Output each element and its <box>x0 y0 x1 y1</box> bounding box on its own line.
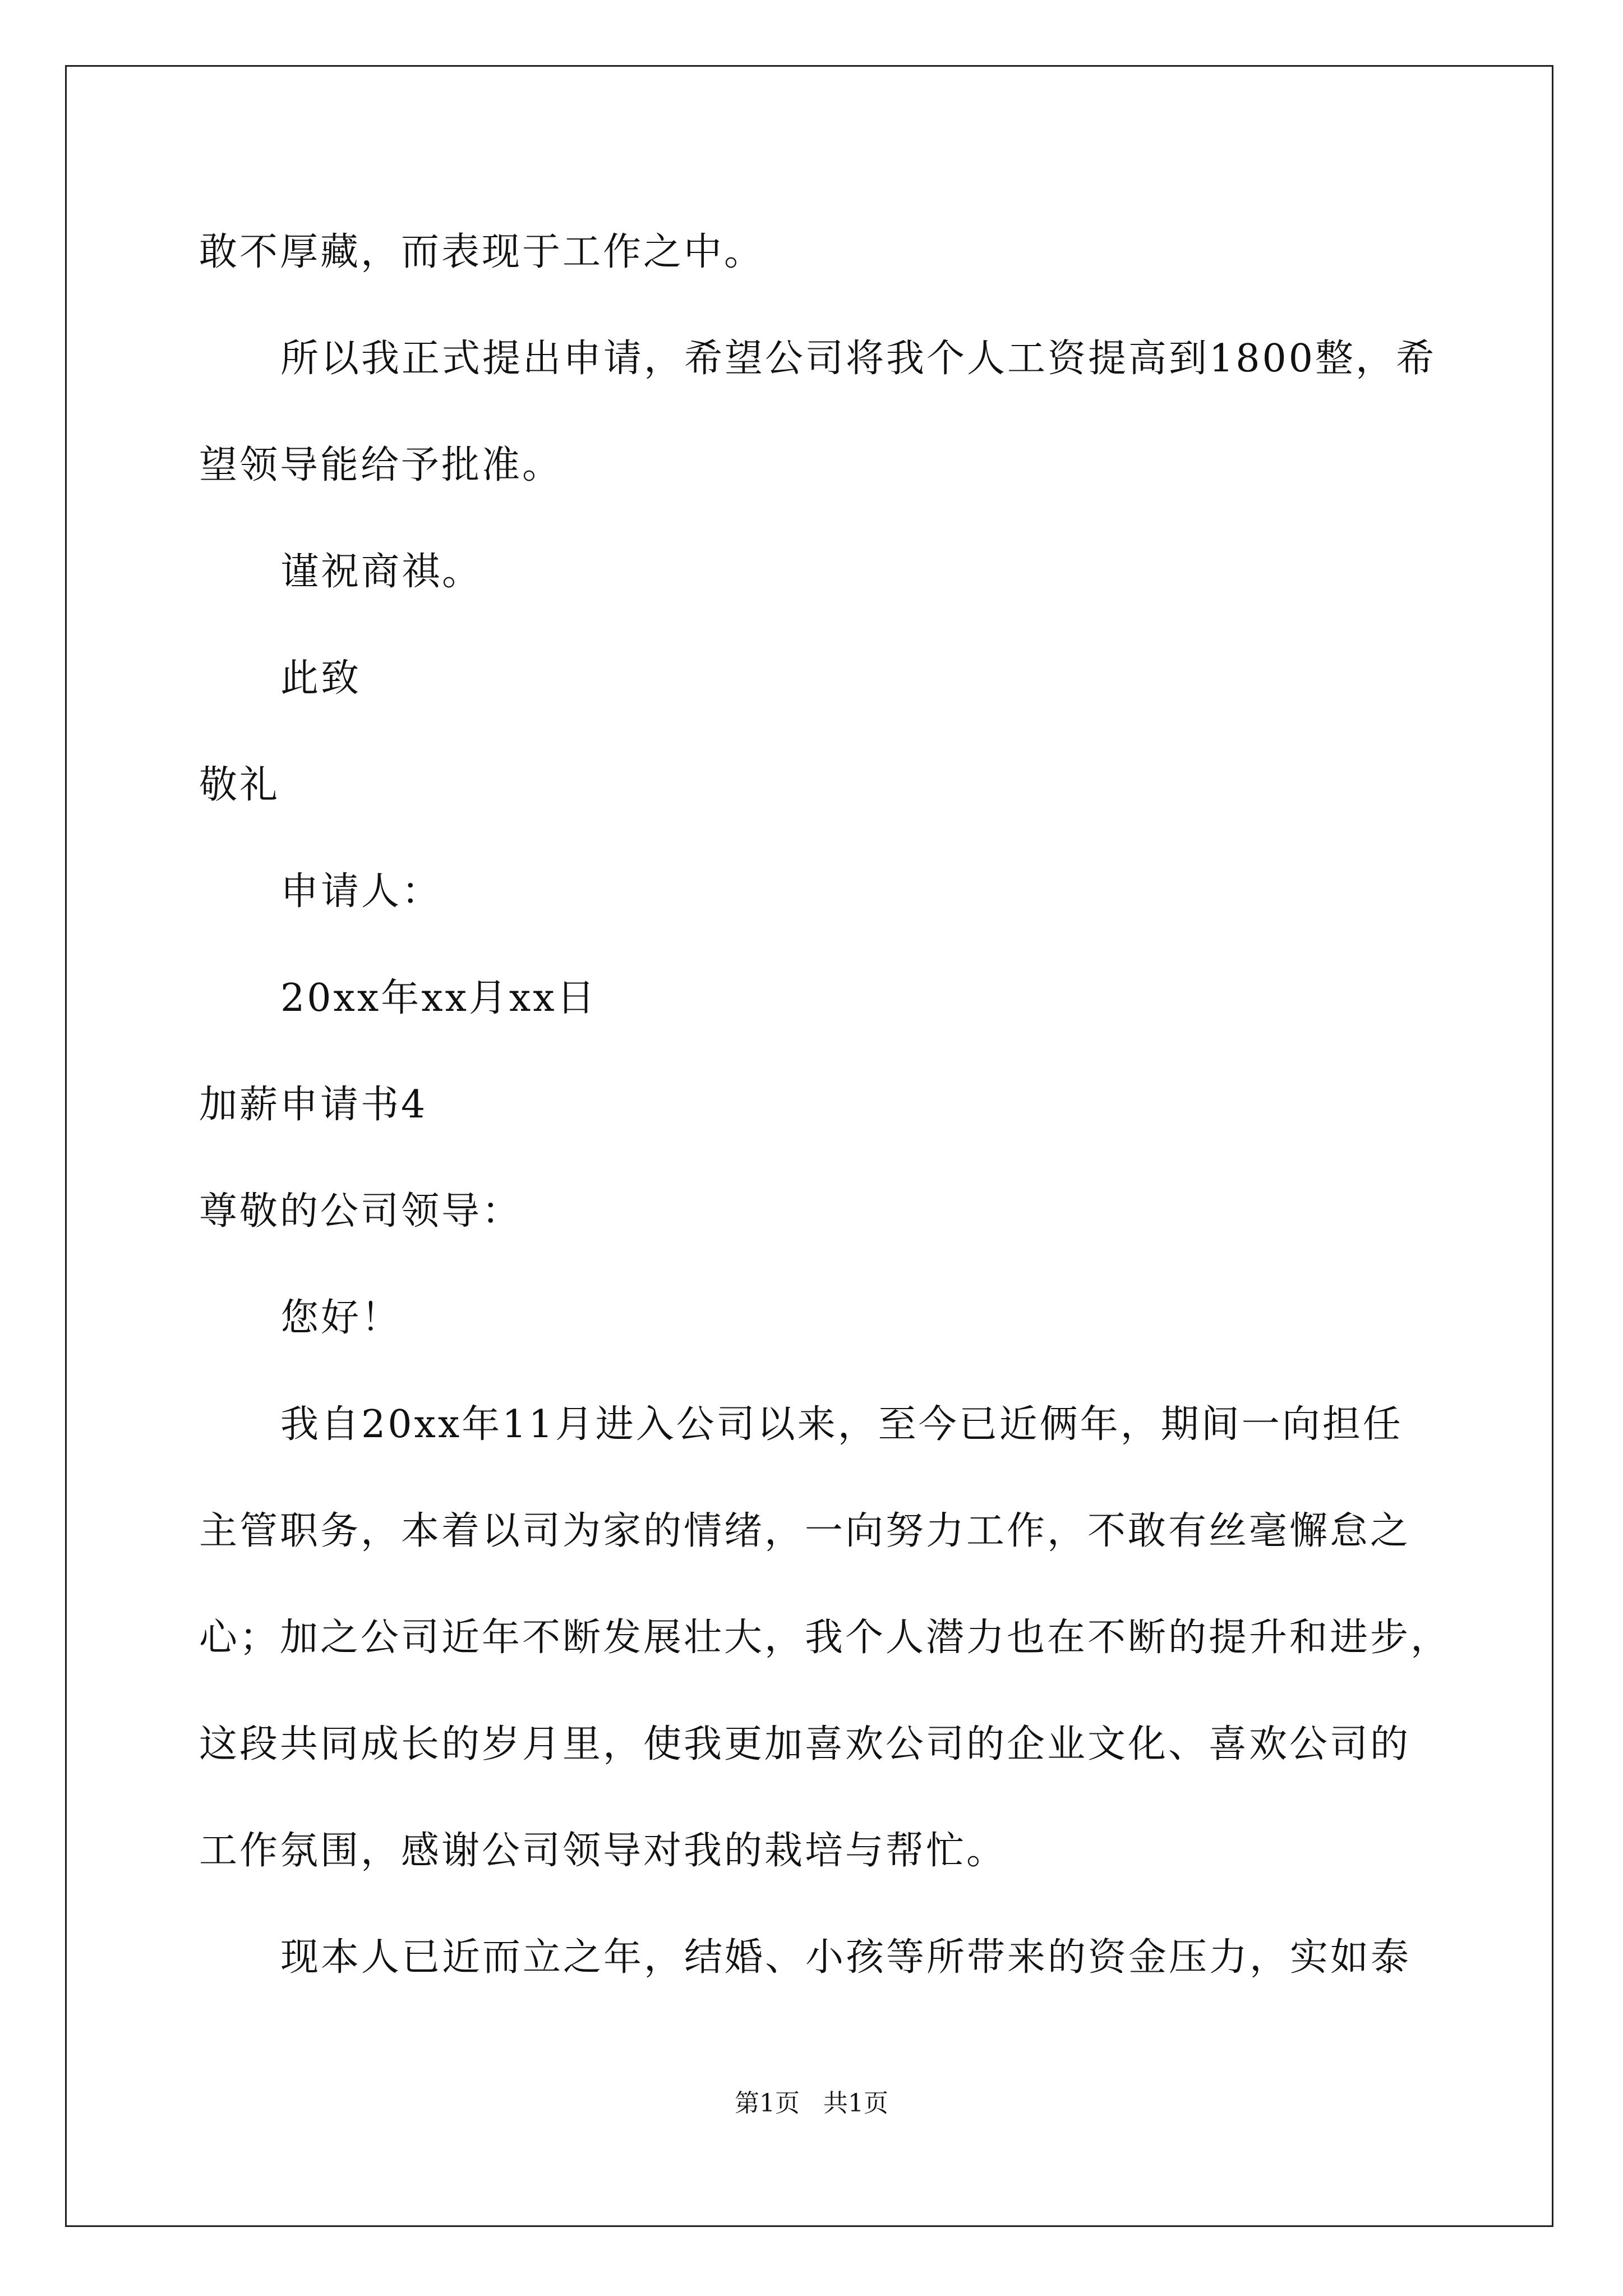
page-border <box>65 65 1553 2227</box>
text-line: 所以我正式提出申请，希望公司将我个人工资提高到1800整，希 <box>280 337 1437 381</box>
section-title: 加薪申请书4 <box>199 1083 428 1127</box>
text-line: 我自20xx年11月进入公司以来，至今已近俩年，期间一向担任 <box>280 1402 1403 1447</box>
text-line: 心；加之公司近年不断发展壮大，我个人潜力也在不断的提升和进步， <box>199 1616 1451 1660</box>
text-line: 望领导能给予批准。 <box>199 443 563 487</box>
date-line: 20xx年xx月xx日 <box>280 976 597 1020</box>
greeting: 您好！ <box>280 1296 402 1340</box>
text-line: 敬礼 <box>199 763 280 807</box>
text-line: 主管职务，本着以司为家的情绪，一向努力工作，不敢有丝毫懈怠之 <box>199 1509 1411 1553</box>
text-line: 这段共同成长的岁月里，使我更加喜欢公司的企业文化、喜欢公司的 <box>199 1722 1411 1766</box>
text-line: 此致 <box>280 656 362 701</box>
text-line: 申请人： <box>280 869 442 914</box>
salutation: 尊敬的公司领导： <box>199 1189 523 1234</box>
text-line: 现本人已近而立之年，结婚、小孩等所带来的资金压力，实如泰 <box>280 1935 1412 1980</box>
text-line: 谨祝商祺。 <box>280 550 483 594</box>
text-line: 敢不厚藏，而表现于工作之中。 <box>199 230 765 274</box>
text-line: 工作氛围，感谢公司领导对我的栽培与帮忙。 <box>199 1829 1007 1873</box>
page-footer: 第1页 共1页 <box>735 2089 888 2118</box>
